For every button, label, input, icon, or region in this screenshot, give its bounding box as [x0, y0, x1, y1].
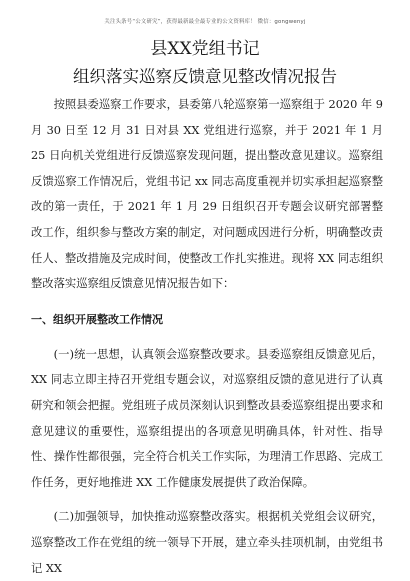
section-item-1: (一)统一思想，认真领会巡察整改要求。县委巡察组反馈意见后，XX 同志立即主持召开党组专题会议，对巡察组反馈的意见进行了认真研究和领会把握。党组班子成员深刻认识到整改县委巡察组提出要求和意见建议的重要性，巡察组提出的各项意见明确具体，针对性、指导性、操作性都很强，完全符合机关工作实际，为理清工作思路、完成工作任务，更好地推进 XX 工作健康发展提供了政治保障。	[31, 347, 383, 489]
intro-paragraph: 按照县委巡察工作要求，县委第八轮巡察第一巡察组于 2020 年 9 月 30 日至 12 月 31 日对县 XX 党组进行巡察，并于 2021 年 1 月 25 日向机关党组进行反馈巡察发现问题，提出整改意见建议。巡察组反馈巡察工作情况后，党组书记 xx 同志高度重视并切实承担起巡察整改的第一责任，于 2021 年 1 月 29 日组织召开专题会议研究部署整改工作，组织参与整改方案的制定，对问题成因进行分析，明确整改责任人、整改措施及完成时间，使整改工作扎实推进。现将 XX 同志组织整改落实巡察组反馈意见情况报告如下：	[31, 98, 383, 291]
section-heading: 一、组织开展整改工作情况	[31, 312, 163, 326]
document-body	[31, 92, 383, 581]
header-watermark: 关注头条号“公文研究”，获得最新最全最专业的公文资料库！ 微信：gongwenyj	[104, 19, 306, 25]
document-title-line2: 组织落实巡察反馈意见整改情况报告	[73, 67, 337, 86]
section-item-2: (二)加强领导，加快推动巡察整改落实。根据机关党组会议研究，巡察整改工作在党组的统一领导下开展，建立牵头挂项机制，由党组书记 XX	[31, 510, 383, 575]
document-title-line1: 县XX党组书记	[150, 39, 260, 59]
